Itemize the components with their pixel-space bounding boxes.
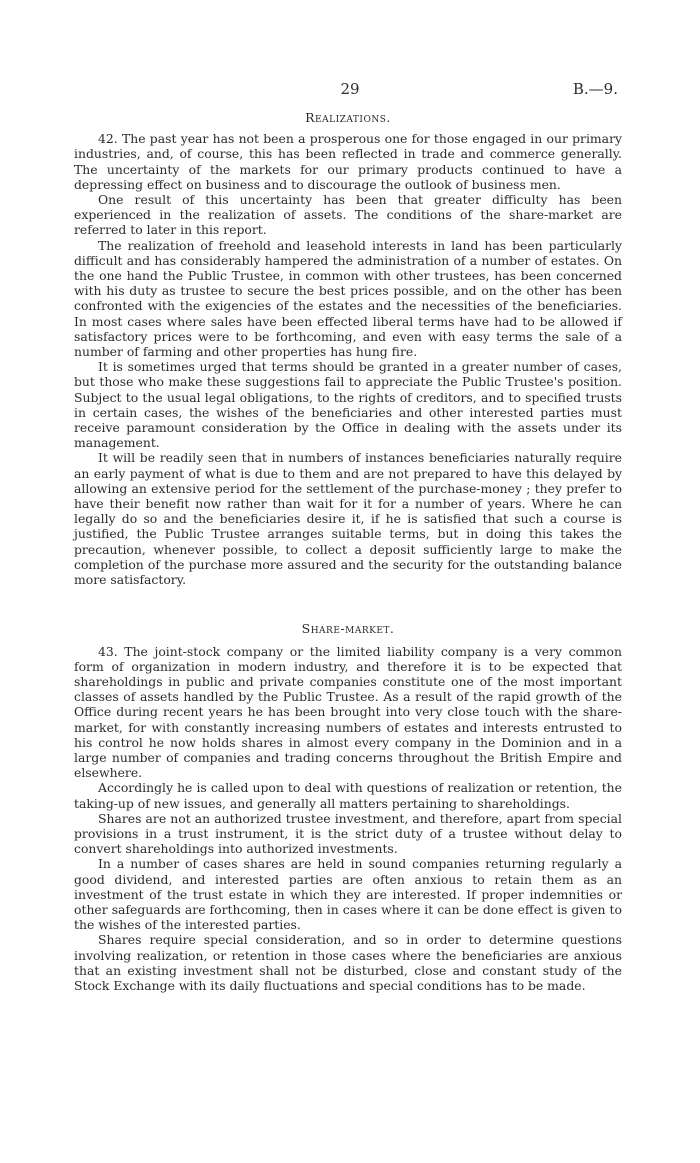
paragraph: Shares are not an authorized trustee investment, and therefore, apart from special provisions in a trust instrument, it is the strict duty of a trustee without delay to convert shareholdings into authorized investments. bbox=[74, 810, 622, 857]
paragraph: It is sometimes urged that terms should be granted in a greater number of cases, but those who make these suggestions fail to appreciate the Public Trustee's position. Subject to the usual legal obligations, to the rights of creditors, and to specified trusts in certain cases, the wishes of the beneficiaries and other interested parties must receive paramount consideration by the Office in dealing with the assets under its management. bbox=[74, 359, 622, 451]
paragraph: Shares require special consideration, and so in order to determine questions involving realization, or retention in those cases where the beneficiaries are anxious that an existing investment shall not be disturbed, close and constant study of the Stock Exchange with its daily fluctuations and special conditions has to be made. bbox=[74, 932, 622, 993]
paragraph: In a number of cases shares are held in sound companies returning regularly a good dividend, and interested parties are often anxious to retain them as an investment of the trust estate in which they are interested. If proper indemnities or other safeguards are forthcoming, then in cases where it can be done effect is given to the wishes of the interested parties. bbox=[74, 856, 622, 933]
section-heading-realizations: Realizations. bbox=[305, 110, 391, 125]
paragraph: Accordingly he is called upon to deal with questions of realization or retention, the taking-up of new issues, and generally all matters pertaining to shareholdings. bbox=[74, 780, 622, 811]
paragraph: The realization of freehold and leasehold interests in land has been particularly difficult and has considerably hampered the administration of a number of estates. On the one hand the Public Trustee, in common with other trustees, has been concerned with his duty as trustee to secure the best prices possible, and on the other has been confronted with the exigencies of the estates and the necessities of the beneficiaries. In most cases where sales have been effected liberal terms have had to be allowed if satisfactory prices were to be forthcoming, and even with easy terms the sale of a number of farming and other properties has hung fire. bbox=[74, 237, 622, 360]
page-number: 29 bbox=[340, 80, 360, 98]
paragraph-43: 43. The joint-stock company or the limited liability company is a very common form of organization in modern industry, and therefore it is to be expected that shareholdings in public and private companies constitute one of the most important classes of assets handled by the Public Trustee. As a result of the rapid growth of the Office during recent years he has been brought into very close touch with the share-market, for with constantly increasing numbers of estates and interests entrusted to his control he now holds shares in almost every company in the Dominion and in a large number of companies and trading concerns throughout the British Empire and elsewhere. bbox=[74, 643, 622, 781]
paragraph: It will be readily seen that in numbers of instances beneficiaries naturally require an early payment of what is due to them and are not prepared to have this delayed by allowing an extensive period for the settlement of the purchase-money ; they prefer to have their benefit now rather than wait for it for a number of years. Where he can legally do so and the beneficiaries desire it, if he is satisfied that such a course is justified, the Public Trustee arranges suitable terms, but in doing this takes the precaution, whenever possible, to collect a deposit sufficiently large to make the completion of the purchase more assured and the security for the outstanding balance more satisfactory. bbox=[74, 450, 622, 588]
document-reference: B.—9. bbox=[572, 80, 618, 98]
paragraph: One result of this uncertainty has been that greater difficulty has been experienced in the realization of assets. The conditions of the share-market are referred to later in this report. bbox=[74, 192, 622, 238]
section-heading-share-market: Share-market. bbox=[301, 621, 395, 637]
page-body bbox=[74, 110, 622, 993]
paragraph-42: 42. The past year has not been a prosperous one for those engaged in our primary industries, and, of course, this has been reflected in trade and commerce generally. The uncertainty of the markets for our primary products continued to have a depressing effect on business and to discourage the outlook of business men. bbox=[74, 131, 622, 192]
